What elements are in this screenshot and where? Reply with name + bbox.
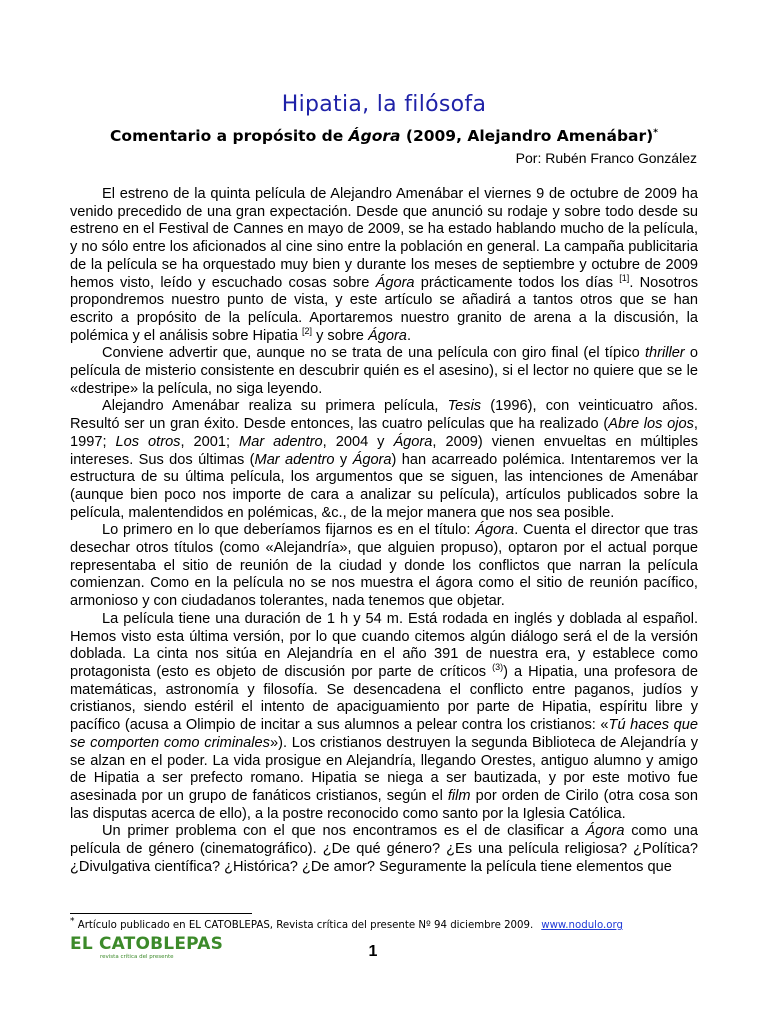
subtitle-suffix: (2009, Alejandro Amenábar) [400, 127, 654, 145]
text-run: »). Los cristianos destruyen la segunda Biblioteca de Alejandría y se alzan en el poder. La vida prosigue en Alejandría, llegando Orestes, antiguo alumno y amigo de Hipatia a ser prefecto romano. Hipatia se niega a ser bautizada, y por este motivo fue asesinada por un grupo de fanáticos cristianos, según el [70, 734, 698, 804]
document-subtitle [0, 127, 768, 145]
italic-run: thriller [644, 345, 685, 362]
footnote-ref: [2] [302, 325, 313, 336]
paragraph-1 [70, 186, 698, 345]
footnote-mark: * [70, 916, 75, 927]
text-run: y [334, 451, 353, 468]
text-run: , 2001; [180, 433, 240, 450]
text-run: , 1997; [70, 416, 698, 450]
document-title: Hipatia, la filósofa [281, 92, 487, 117]
text-run: , 2004 y [322, 433, 394, 450]
italic-run: Ágora [367, 327, 407, 344]
text-run: . Cuenta el director que tras desechar otros títulos (como «Alejandría», que alguien propuso), optaron por el actual porque representaba el sitio de reunión de la ciudad y donde los conflictos que narran la película comienzan. Como en la película no se nos muestra el ágora como el sitio de reunión pacífico, armonioso y con ciudadanos tolerantes, nada tenemos que objetar. [70, 522, 698, 610]
paragraph-5 [70, 611, 698, 823]
text-run: La película tiene una duración de 1 h y 54 m. Está rodada en inglés y doblada al español. Hemos visto esta última versión, por lo que cuando citemos algún diálogo será el de la versión doblada. La cinta nos sitúa en Alejandría en el año 391 de nuestra era, y establece como protagonista (esto es objeto de discusión por parte de críticos [70, 610, 698, 680]
page-number: 1 [368, 943, 378, 960]
italic-run: Ágora [352, 451, 392, 468]
italic-run: Ágora [375, 274, 415, 291]
italic-run: Ágora [585, 823, 625, 840]
logo-text: EL CATOBLEPAS [70, 934, 224, 954]
italic-run: Abre los ojos [608, 416, 694, 433]
paragraph-6 [70, 823, 698, 876]
footnote-divider [70, 913, 252, 914]
italic-run: Tú haces que se comporten como criminales [70, 717, 698, 751]
text-run: por orden de Cirilo (otra cosa son las disputas acerca de ello), a la postre reconocido como santo por la Iglesia Católica. [70, 787, 699, 822]
text-run: Alejandro Amenábar realiza su primera película, [102, 398, 448, 415]
text-run: o película de misterio consistente en descubrir quién es el asesino), si el lector no quiere que se le «destripe» la película, no siga leyendo. [70, 345, 698, 397]
text-run: . [406, 327, 411, 344]
italic-run: Ágora [475, 522, 515, 539]
footnote [70, 916, 710, 931]
footnote-text: Artículo publicado en EL CATOBLEPAS, Revista crítica del presente Nº 94 diciembre 2009. [74, 920, 534, 931]
footnote-ref: [1] [619, 272, 630, 283]
italic-run: film [447, 787, 471, 804]
text-run: como una película de género (cinematográfico). ¿De qué género? ¿Es una película religiosa? ¿Política? ¿Divulgativa científica? ¿Histórica? ¿De amor? Seguramente la película tiene elementos que [70, 823, 698, 875]
paragraph-3 [70, 398, 698, 522]
text-run: prácticamente todos los días [414, 274, 620, 291]
italic-run: Mar adentro [239, 433, 323, 450]
italic-run: Ágora [393, 433, 433, 450]
italic-run: Los otros [115, 433, 181, 450]
footnote-link[interactable]: www.nodulo.org [541, 920, 623, 931]
subtitle-prefix: Comentario a propósito de [110, 127, 349, 145]
footnote-ref: (3) [492, 662, 504, 673]
text-run: Conviene advertir que, aunque no se trata de una película con giro final (el típico [102, 345, 645, 362]
italic-run: Mar adentro [254, 451, 335, 468]
text-run: ) a Hipatia, una profesora de matemáticas, astronomía y filosofía. Se desencadena el conflicto entre paganos, judíos y cristianos, siendo estéril el intento de apaciguamiento por parte de Hipatia, espíritu libre y pacífico (acusa a Olimpio de incitar a sus alumnos a pelear contra los cristianos: « [70, 663, 698, 734]
paragraph-2 [70, 345, 698, 398]
text-run: , 2009) vienen envueltas en múltiples intereses. Sus dos últimas ( [70, 433, 699, 468]
text-run: El estreno de la quinta película de Alejandro Amenábar el viernes 9 de octubre de 2009 ha venido precedido de una gran expectación. Desde que anunció su rodaje y sobre todo desde su estreno en el Festival de Cannes en mayo de 2009, se ha estado hablando mucho de la película, y no sólo entre los aficionados al cine sino entre la población en general. La campaña publicitaria de la película se ha orquestado muy bien y durante los meses de septiembre y octubre de 2009 hemos visto, leído y escuchado cosas sobre [70, 186, 698, 291]
subtitle-film-title: Ágora [348, 127, 401, 145]
text-run: Un primer problema con el que nos encontramos es el de clasificar a [102, 823, 586, 840]
subtitle-footnote-mark: * [653, 127, 658, 138]
text-run: ) han acarreado polémica. Intentaremos ver la estructura de su última película, los argumentos que se siguen, las intenciones de Amenábar (aunque bien poco nos importe de cara a analizar su película), artículos publicados sobre la película, malentendidos en polémicas, &c., de la mejor manera que nos sea posible. [70, 451, 698, 521]
italic-run: Tesis [447, 398, 482, 415]
text-run: Lo primero en lo que deberíamos fijarnos es en el título: [102, 522, 476, 539]
paragraph-4 [70, 522, 698, 611]
article-body [70, 186, 698, 876]
text-run: . Nosotros propondremos nuestro punto de vista, y este artículo se añadirá a tantos otros que se han escrito a propósito de la película. Aportaremos nuestro granito de arena a la discusión, la polémica y el análisis sobre Hipatia [70, 274, 698, 344]
author-line: Por: Rubén Franco González [515, 150, 697, 166]
text-run: y sobre [312, 327, 368, 344]
logo-tagline: revista crítica del presente [100, 954, 174, 960]
text-run: (1996), con veinticuatro años. Resultó ser un gran éxito. Desde entonces, las cuatro películas que ha realizado ( [70, 398, 698, 433]
